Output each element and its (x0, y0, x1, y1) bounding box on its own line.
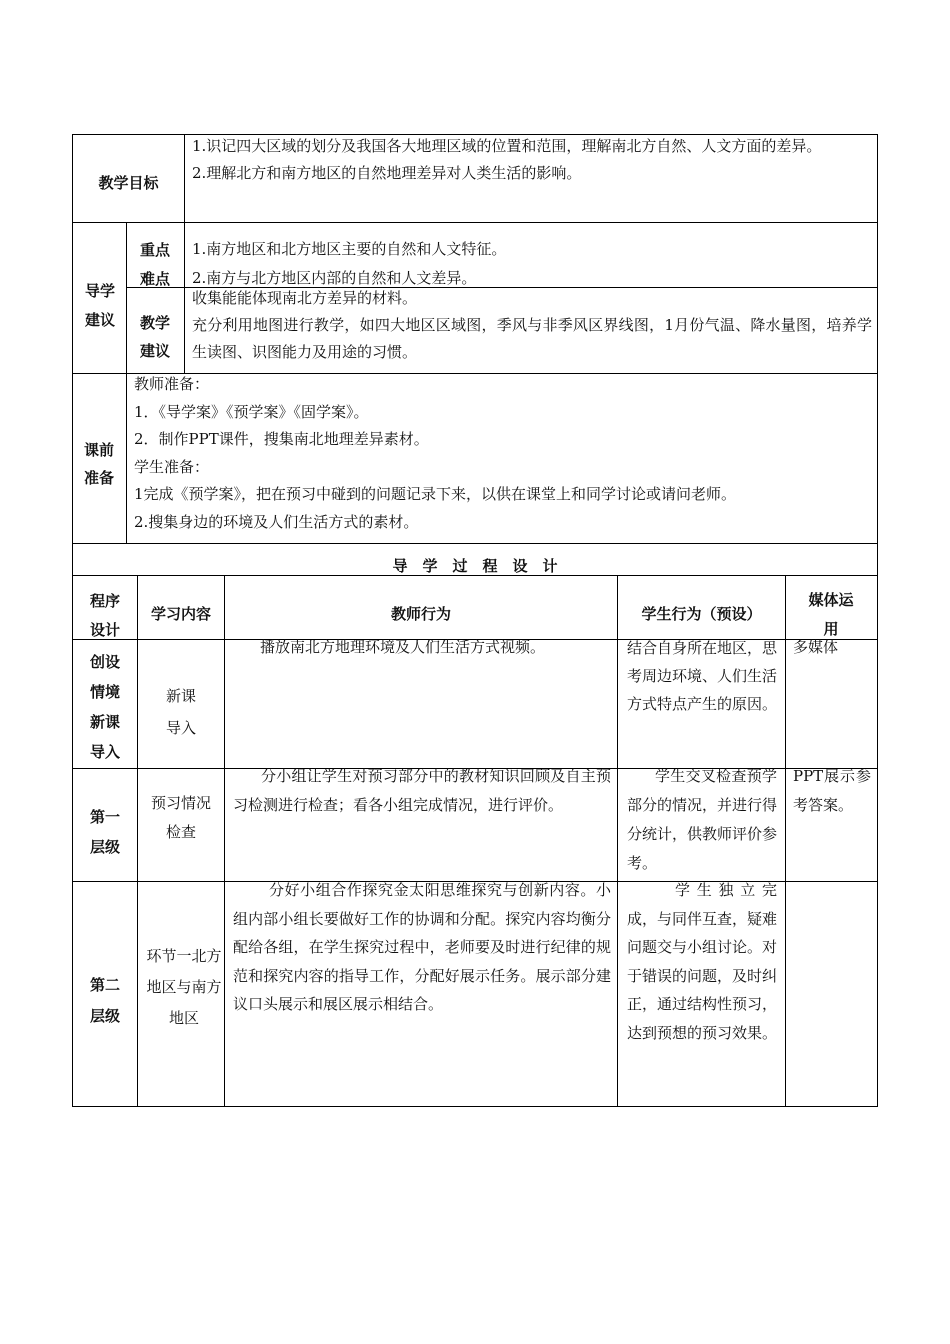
row2-teacher: 分小组让学生对预习部分中的教材知识回顾及自主预习检测进行检查；看各小组完成情况，进行评价。 (233, 767, 611, 814)
row2-student: 学生交叉检查预学部分的情况，并进行得分统计，供教师评价参考。 (627, 767, 778, 872)
row3-teacher: 分好小组合作探究金太阳思维探究与创新内容。小组内部小组长要做好工作的协调和分配。探究内容均衡分配给各组，在学生探究过程中，老师要及时进行纪律的规范和探究内容的指导工作，分配好展示任务。展示部分建议口头展示和展区展示相结合。 (233, 881, 611, 1013)
key-points-label: 重点难点 (139, 241, 170, 288)
prep-line-3: 2．制作PPT课件，搜集南北地理差异素材。 (134, 430, 429, 448)
header-teacher: 教师行为 (390, 605, 451, 623)
row2-procedure: 第一层级 (89, 808, 120, 856)
process-title: 导 学 过 程 设 计 (392, 557, 558, 575)
prep-label: 课前准备 (83, 441, 114, 487)
prep-line-2: 1．《导学案》《预学案》《固学案》。 (134, 402, 369, 421)
header-content: 学习内容 (150, 605, 211, 623)
header-media: 媒体运用 (808, 591, 854, 638)
row3-student: 学生独立完成，与同伴互查，疑难问题交与小组讨论。对于错误的问题，及时纠正，通过结构性预习，达到预想的预习效果。 (627, 881, 778, 1042)
row2-media: PPT展示参考答案。 (793, 767, 871, 814)
row1-content: 新课导入 (165, 687, 196, 737)
teaching-advice-line-1: 收集能能体现南北方差异的材料。 (192, 289, 418, 307)
prep-content (134, 371, 874, 536)
row3-content: 环节一北方地区与南方地区 (146, 947, 222, 1027)
prep-line-4: 学生准备： (134, 457, 210, 476)
prep-line-6: 2.搜集身边的环境及人们生活方式的素材。 (134, 512, 419, 531)
objective-line-2: 2.理解北方和南方地区的自然地理差异对人类生活的影响。 (192, 164, 582, 182)
objectives-content (192, 133, 872, 187)
prep-line-1: 教师准备： (134, 375, 210, 393)
teaching-advice-line-2: 充分利用地图进行教学，如四大地区区域图，季风与非季风区界线图，1月份气温、降水量图，培养学生读图、识图能力及用途的习惯。 (192, 316, 872, 361)
row1-media: 多媒体 (793, 638, 839, 656)
key-point-line-1: 1.南方地区和北方地区主要的自然和人文特征。 (192, 240, 507, 258)
key-point-line-2: 2.南方与北方地区内部的自然和人文差异。 (192, 269, 477, 287)
row2-content: 预习情况检查 (150, 794, 211, 841)
prep-line-5: 1完成《预学案》，把在预习中碰到的问题记录下来，以供在课堂上和同学讨论或请问老师。 (134, 485, 737, 503)
row1-procedure: 创设情境新课导入 (89, 653, 120, 761)
teaching-advice-label: 教学建议 (139, 314, 170, 360)
header-student: 学生行为（预设） (641, 605, 762, 623)
objectives-label: 教学目标 (98, 174, 159, 192)
teaching-advice-content (192, 285, 872, 366)
row1-teacher: 播放南北方地理环境及人们生活方式视频。 (260, 638, 546, 656)
row3-procedure: 第二层级 (89, 976, 120, 1025)
guidance-label: 导学建议 (84, 282, 115, 329)
header-procedure: 程序设计 (89, 592, 120, 639)
row1-student: 结合自身所在地区，思考周边环境、人们生活方式特点产生的原因。 (627, 639, 778, 713)
objective-line-1: 1.识记四大区域的划分及我国各大地理区域的位置和范围，理解南北方自然、人文方面的差异。 (192, 137, 822, 155)
